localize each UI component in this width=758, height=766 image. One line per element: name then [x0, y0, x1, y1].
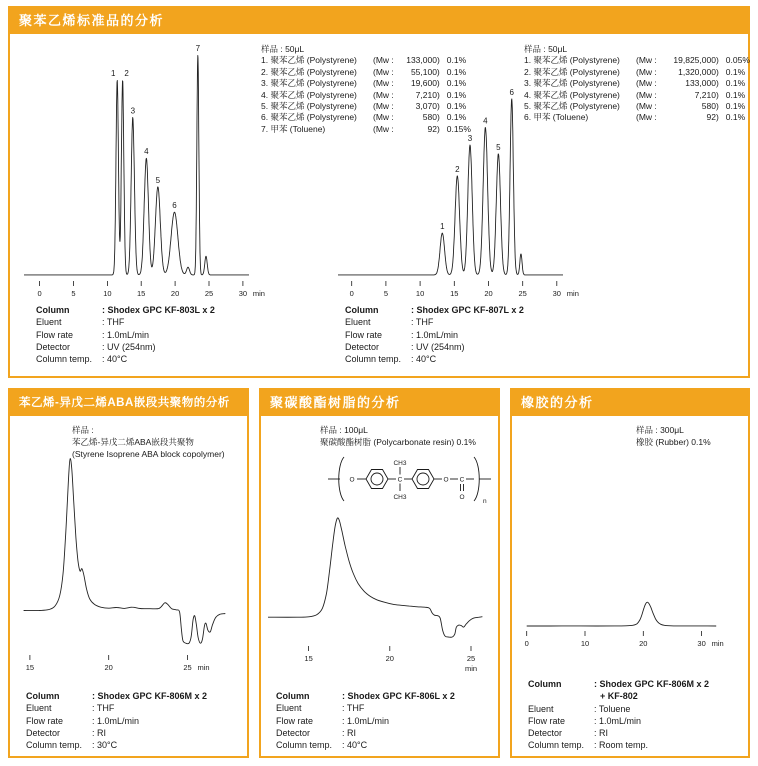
chromatogram-trace	[24, 56, 249, 275]
carbonyl-o: O	[459, 494, 465, 501]
axis-tick-label: 25	[204, 289, 214, 298]
subscript-n: n	[483, 498, 487, 505]
condition-row: Column temp. : 40°C	[345, 354, 437, 365]
sample-row: 3. 聚苯乙烯 (Polystyrene) (Mw : 19,600) 0.1%	[261, 78, 467, 89]
right-bracket	[474, 457, 479, 501]
panel-polystyrene-standards	[8, 6, 750, 378]
sample-title: 样品 : 50μL	[261, 44, 305, 54]
axis-tick-label: 0	[349, 289, 354, 298]
condition-row: Flow rate : 1.0mL/min	[528, 715, 642, 726]
axis-tick-label: 30	[697, 639, 706, 648]
peak-label: 4	[483, 116, 488, 126]
sample-row: 5. 聚苯乙烯 (Polystyrene) (Mw : 3,070) 0.1%	[261, 101, 467, 112]
sample-row: 1. 聚苯乙烯 (Polystyrene) (Mw : 19,825,000) 0.05%	[524, 55, 750, 66]
condition-row: Column : Shodex GPC KF-807L x 2	[345, 305, 524, 315]
peak-label: 3	[467, 134, 473, 143]
polycarbonate-structure	[326, 452, 496, 506]
methyl-top: CH3	[393, 460, 407, 467]
sample-row: 6. 甲苯 (Toluene) (Mw : 92) 0.1%	[524, 112, 746, 123]
conditions-kf803l	[36, 304, 215, 365]
text-line: 苯乙烯-异戊二烯ABA嵌段共聚物	[72, 437, 194, 447]
atom-c: C	[397, 476, 403, 484]
axis-tick-label: 15	[25, 663, 35, 672]
sample-description-polycarbonate	[320, 424, 476, 448]
atom-o: O	[349, 476, 355, 484]
benzene-ring	[366, 470, 388, 489]
axis-tick-label: 5	[383, 289, 388, 298]
condition-row: Flow rate : 1.0mL/min	[26, 715, 140, 726]
sample-row: 3. 聚苯乙烯 (Polystyrene) (Mw : 133,000) 0.1%	[524, 78, 746, 89]
condition-row: Eluent : THF	[26, 703, 115, 714]
axis-tick-label: 15	[137, 289, 146, 298]
condition-row: Eluent : Toluene	[528, 703, 631, 714]
condition-row: Column : Shodex GPC KF-806M x 2	[26, 691, 208, 701]
text-line: 样品 : 300μL	[636, 425, 684, 435]
axis-tick-label: 20	[170, 289, 180, 298]
axis-unit-label: min	[197, 663, 210, 672]
panel-aba-copolymer	[8, 388, 249, 758]
text-line: (Styrene Isoprene ABA block copolymer)	[72, 449, 225, 459]
chromatogram-aba	[16, 450, 250, 678]
chromatogram-trace	[527, 602, 717, 626]
condition-row: Detector : UV (254nm)	[36, 341, 156, 352]
chromatogram-kf803l	[20, 38, 265, 306]
chromatogram-trace	[24, 459, 226, 644]
sample-row: 4. 聚苯乙烯 (Polystyrene) (Mw : 7,210) 0.1%	[261, 89, 467, 100]
sample-title: 样品 : 50μL	[524, 44, 568, 54]
condition-row: Column temp. : 30°C	[26, 740, 118, 751]
condition-row-continued: + KF-802	[600, 691, 638, 702]
conditions-polycarbonate	[276, 690, 455, 751]
panel-title-polycarbonate: 聚碳酸酯树脂的分析	[261, 390, 498, 416]
axis-tick-label: 25	[518, 289, 527, 298]
panel-title-standards: 聚苯乙烯标准品的分析	[10, 8, 748, 34]
chromatogram-polycarbonate	[262, 512, 500, 677]
axis-tick-label: 10	[103, 289, 112, 298]
text-line: 聚碳酸酯树脂 (Polycarbonate resin) 0.1%	[320, 437, 476, 447]
condition-row: Detector : RI	[276, 727, 357, 738]
axis-tick-label: 5	[71, 289, 76, 298]
sample-row: 6. 聚苯乙烯 (Polystyrene) (Mw : 580) 0.1%	[261, 112, 467, 123]
condition-row: Flow rate : 1.0mL/min	[36, 329, 150, 340]
condition-row: Column : Shodex GPC KF-806L x 2	[276, 691, 455, 701]
panel-rubber	[510, 388, 750, 758]
conditions-rubber	[528, 678, 709, 752]
axis-unit-label: min	[252, 289, 265, 298]
axis-tick-label: 0	[524, 639, 529, 648]
atom-o: O	[443, 476, 449, 484]
condition-row: Detector : UV (254nm)	[345, 341, 465, 352]
axis-unit-label: min	[566, 289, 579, 298]
condition-row: Column temp. : Room temp.	[528, 740, 649, 751]
axis-tick-label: 25	[466, 654, 476, 663]
condition-row: Column : Shodex GPC KF-803L x 2	[36, 305, 215, 315]
conditions-kf807l	[345, 304, 524, 365]
condition-row: Column temp. : 40°C	[36, 354, 128, 365]
chromatogram-trace	[338, 99, 563, 275]
axis-tick-label: 30	[552, 289, 561, 298]
condition-row: Detector : RI	[528, 728, 609, 739]
conditions-aba	[26, 690, 207, 751]
condition-row: Eluent : THF	[276, 703, 365, 714]
axis-tick-label: 10	[415, 289, 425, 298]
axis-tick-label: 25	[183, 663, 192, 672]
text-line: 样品 :	[72, 425, 94, 435]
axis-tick-label: 20	[484, 289, 493, 298]
condition-row: Eluent : THF	[36, 317, 125, 328]
sample-row: 2. 聚苯乙烯 (Polystyrene) (Mw : 1,320,000) 0.1%	[524, 66, 746, 77]
chromatogram-trace	[268, 518, 482, 637]
axis-unit-label: min	[711, 639, 724, 648]
peak-label: 2	[455, 164, 460, 174]
benzene-ring	[412, 470, 434, 489]
peak-label: 6	[509, 87, 514, 97]
condition-row: Flow rate : 1.0mL/min	[345, 329, 459, 340]
peak-label: 7	[195, 43, 201, 53]
peak-label: 2	[124, 69, 129, 79]
sample-row: 7. 甲苯 (Toluene) (Mw : 92) 0.15%	[261, 123, 471, 134]
axis-tick-label: 0	[37, 289, 42, 298]
panel-title-aba: 苯乙烯-异戊二烯ABA嵌段共聚物的分析	[10, 390, 247, 416]
sample-row: 1. 聚苯乙烯 (Polystyrene) (Mw : 133,000) 0.1%	[261, 55, 467, 66]
peak-label: 5	[155, 175, 161, 185]
methyl-bottom: CH3	[393, 494, 407, 501]
text-line: 样品 : 100μL	[320, 425, 368, 435]
axis-tick-label: 15	[304, 654, 313, 663]
axis-tick-label: 20	[639, 639, 648, 648]
axis-tick-label: 10	[580, 639, 590, 648]
peak-label: 3	[130, 106, 136, 116]
peak-label: 6	[172, 201, 177, 211]
peak-label: 5	[496, 142, 501, 152]
condition-row: Column : Shodex GPC KF-806M x 2	[528, 679, 710, 689]
peak-label: 4	[144, 147, 149, 157]
condition-row: Column temp. : 40°C	[276, 740, 368, 751]
axis-unit-label: min	[464, 664, 478, 673]
sample-row: 4. 聚苯乙烯 (Polystyrene) (Mw : 7,210) 0.1%	[524, 89, 746, 100]
axis-tick-label: 15	[450, 289, 459, 298]
panel-title-rubber: 橡胶的分析	[512, 390, 748, 416]
sample-description-rubber	[636, 424, 711, 448]
atom-c: C	[459, 476, 465, 484]
sample-row: 2. 聚苯乙烯 (Polystyrene) (Mw : 55,100) 0.1%	[261, 66, 467, 77]
sample-list-kf807l	[524, 44, 750, 124]
sample-row: 5. 聚苯乙烯 (Polystyrene) (Mw : 580) 0.1%	[524, 101, 746, 112]
axis-tick-label: 20	[104, 663, 113, 672]
axis-tick-label: 20	[385, 654, 394, 663]
peak-label: 1	[440, 222, 445, 232]
condition-row: Eluent : THF	[345, 317, 434, 328]
chromatogram-rubber	[516, 566, 746, 654]
peak-label: 1	[110, 69, 116, 79]
panel-polycarbonate	[259, 388, 500, 758]
condition-row: Flow rate : 1.0mL/min	[276, 715, 390, 726]
condition-row: Detector : RI	[26, 727, 107, 738]
text-line: 橡胶 (Rubber) 0.1%	[636, 437, 711, 447]
axis-tick-label: 30	[238, 289, 248, 298]
